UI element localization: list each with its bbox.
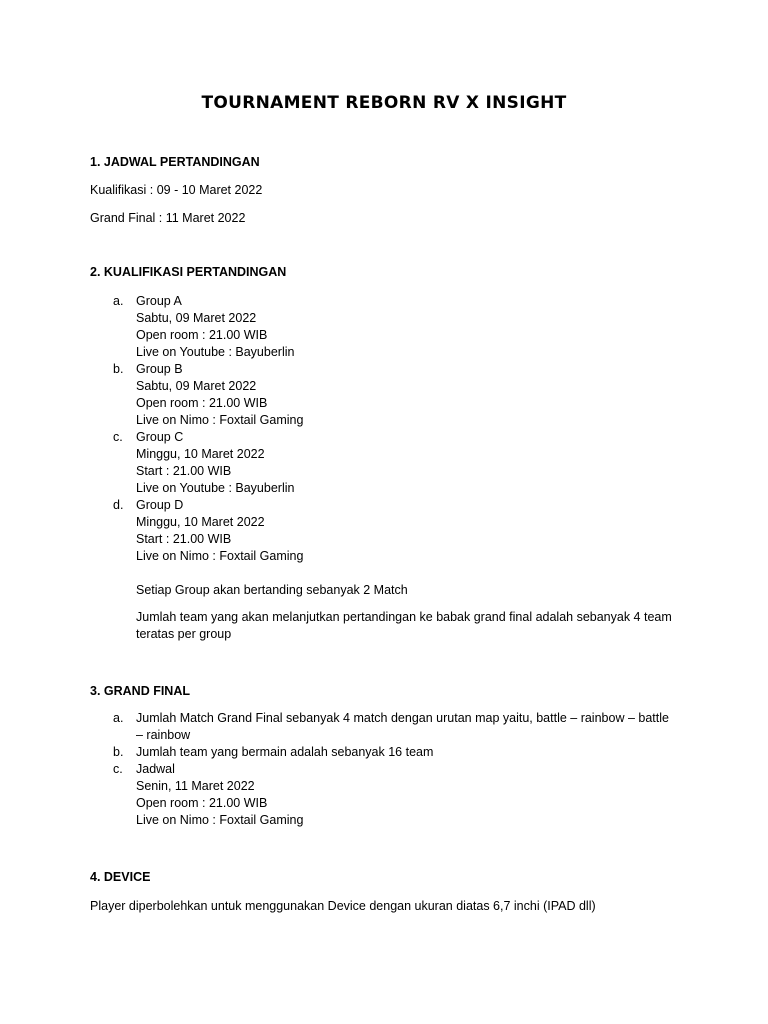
match-count-note: Setiap Group akan bertanding sebanyak 2 Match [136, 583, 408, 597]
list-marker: a. [113, 294, 124, 308]
group-time: Start : 21.00 WIB [136, 532, 232, 546]
advance-note-line: Jumlah team yang akan melanjutkan pertandingan ke babak grand final adalah sebanyak 4 team [136, 610, 672, 624]
list-marker: a. [113, 711, 124, 725]
grand-final-list [90, 710, 710, 829]
schedule-label: Jadwal [136, 762, 175, 776]
match-order-text: – rainbow [136, 728, 191, 742]
document-title: TOURNAMENT REBORN RV X INSIGHT [201, 93, 567, 113]
list-marker: c. [113, 430, 123, 444]
list-item-group-d [90, 497, 690, 565]
group-date: Sabtu, 09 Maret 2022 [136, 379, 257, 393]
list-item-group-a [90, 293, 690, 361]
list-item-group-b [90, 361, 690, 429]
kualifikasi-date: Kualifikasi : 09 - 10 Maret 2022 [90, 183, 263, 197]
group-name: Group D [136, 498, 184, 512]
group-stream: Live on Youtube : Bayuberlin [136, 481, 295, 495]
schedule-stream: Live on Nimo : Foxtail Gaming [136, 813, 304, 827]
advance-note [90, 609, 756, 643]
group-time: Open room : 21.00 WIB [136, 328, 268, 342]
list-item-group-c [90, 429, 690, 497]
group-date: Minggu, 10 Maret 2022 [136, 447, 265, 461]
group-stream: Live on Nimo : Foxtail Gaming [136, 413, 304, 427]
schedule-time: Open room : 21.00 WIB [136, 796, 268, 810]
section-2-heading: 2. KUALIFIKASI PERTANDINGAN [90, 265, 287, 279]
group-time: Open room : 21.00 WIB [136, 396, 268, 410]
list-marker: c. [113, 762, 123, 776]
group-time: Start : 21.00 WIB [136, 464, 232, 478]
list-marker: d. [113, 498, 124, 512]
advance-note-line: teratas per group [136, 627, 232, 641]
section-4-heading: 4. DEVICE [90, 870, 151, 884]
list-item-schedule [90, 761, 710, 829]
group-stream: Live on Nimo : Foxtail Gaming [136, 549, 304, 563]
grand-final-date: Grand Final : 11 Maret 2022 [90, 211, 246, 225]
group-name: Group B [136, 362, 183, 376]
group-date: Sabtu, 09 Maret 2022 [136, 311, 257, 325]
team-count-text: Jumlah team yang bermain adalah sebanyak 16 team [136, 745, 434, 759]
section-3-heading: 3. GRAND FINAL [90, 684, 190, 698]
list-item-match-count [90, 710, 710, 744]
group-name: Group C [136, 430, 184, 444]
list-item-team-count [90, 744, 710, 761]
group-date: Minggu, 10 Maret 2022 [136, 515, 265, 529]
group-stream: Live on Youtube : Bayuberlin [136, 345, 295, 359]
match-order-text: Jumlah Match Grand Final sebanyak 4 match dengan urutan map yaitu, battle – rainbow – battle [136, 711, 669, 725]
group-list [90, 293, 690, 565]
schedule-date: Senin, 11 Maret 2022 [136, 779, 255, 793]
device-text: Player diperbolehkan untuk menggunakan Device dengan ukuran diatas 6,7 inchi (IPAD dll) [90, 899, 596, 913]
list-marker: b. [113, 745, 124, 759]
group-name: Group A [136, 294, 182, 308]
section-1-heading: 1. JADWAL PERTANDINGAN [90, 155, 260, 169]
list-marker: b. [113, 362, 124, 376]
